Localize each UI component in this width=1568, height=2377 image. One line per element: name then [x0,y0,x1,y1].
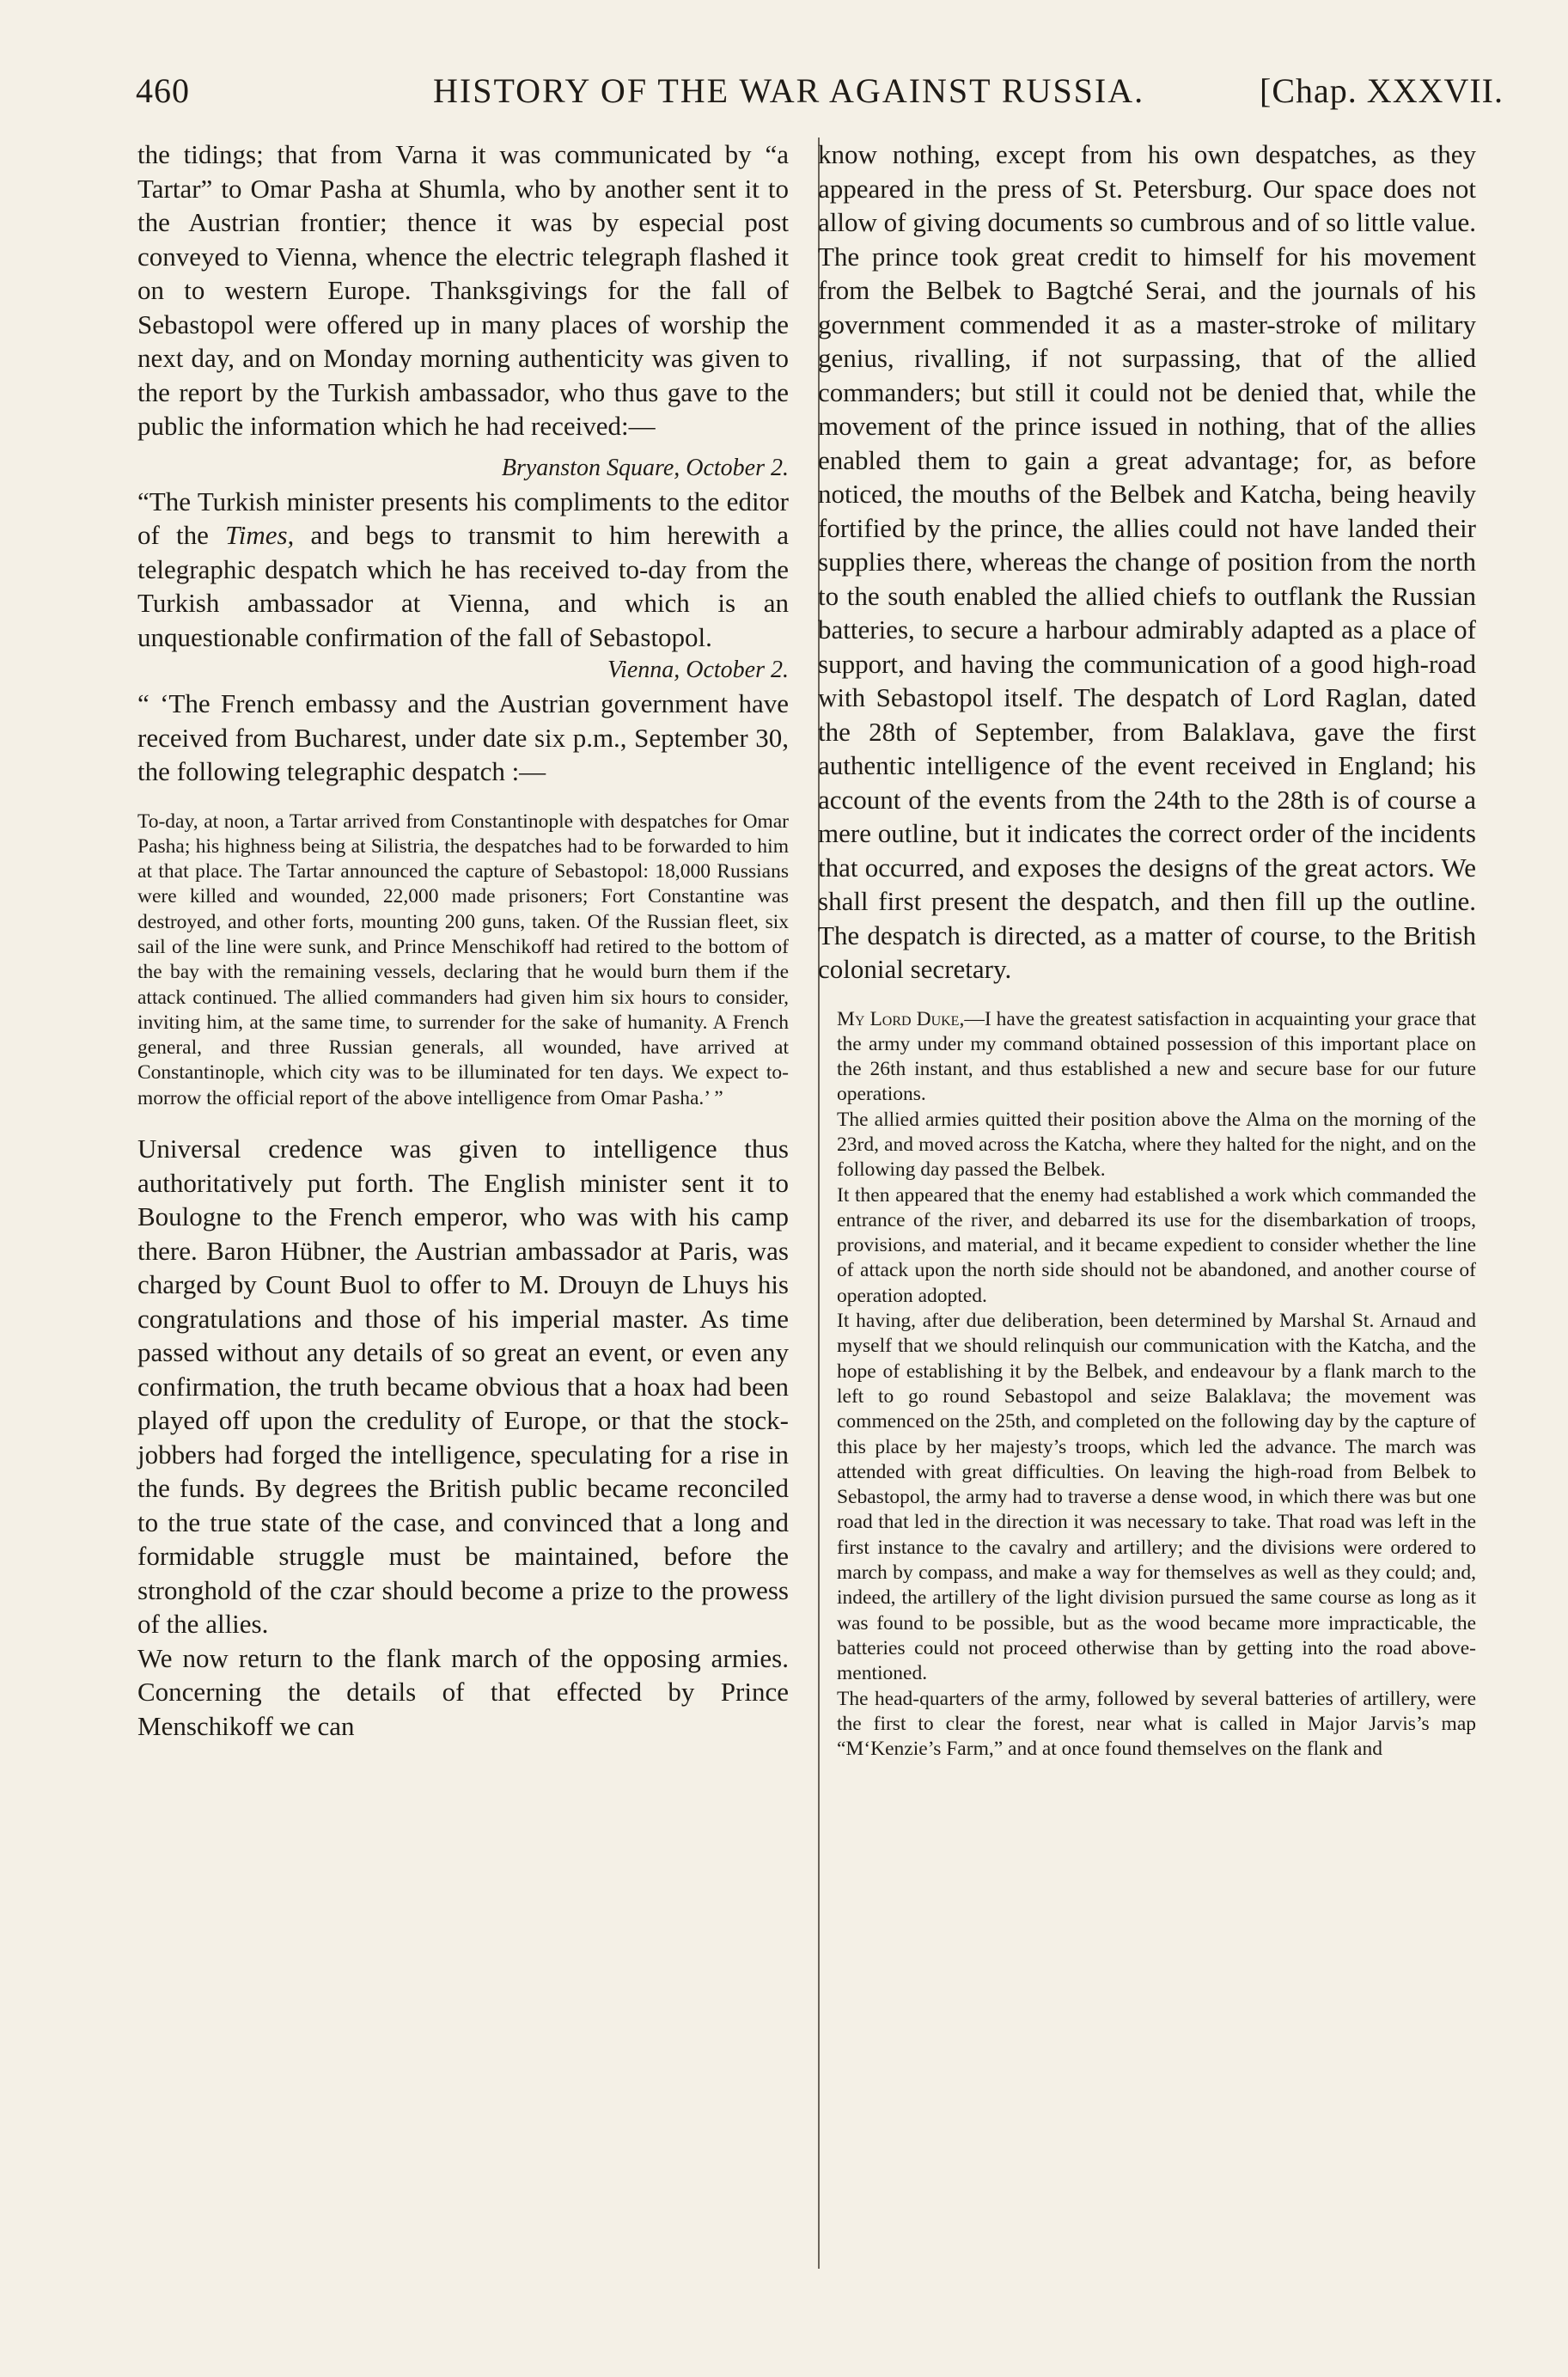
paragraph: know nothing, except from his own despatches, as they appeared in the press of St. Petersburg. Our space does not allow of giving documents so cumbrous and of so little value. The prince took great credit to himself for his movement from the Belbek to Bagtché Serai, and the journals of his government commended it as a master-stroke of military genius, rivalling, if not surpassing, that of the allied commanders; but still it could not be denied that, while the movement of the prince issued in nothing, that of the allies enabled them to gain a great advantage; for, as before noticed, the mouths of the Belbek and Katcha, being heavily fortified by the prince, the allies could not have landed their supplies there, whereas the change of position from the north to the south enabled the allied chiefs to outflank the Russian batteries, to secure a harbour admirably adapted as a place of support, and having the communication of a good high-road with Sebastopol itself. The despatch of Lord Raglan, dated the 28th of September, from Balaklava, gave the first authentic intelligence of the event received in England; his account of the events from the 24th to the 28th is of course a mere outline, but it indicates the correct order of the incidents that occurred, and exposes the designs of the great actors. We shall first present the despatch, and then fill up the outline. The despatch is directed, as a matter of course, to the British colonial secretary. [818,139,1476,984]
salutation: My Lord Duke, [837,1007,965,1030]
paragraph: Universal credence was given to intelligence thus authoritatively put forth. The English minister sent it to Boulogne to the French emperor, who was with his camp there. Baron Hübner, the Austrian ambassador at Paris, was charged by Count Buol to offer to M. Drouyn de Lhuys his congratulations and those of his imperial master. As time passed without any details of so great an event, or even any confirmation, the truth became obvious that a hoax had been played off upon the credulity of Europe, or that the stock-jobbers had forged the intelligence, speculating for a rise in the funds. By degrees the British public became reconciled to the true state of the case, and convinced that a long and formidable struggle must be maintained, before the stronghold of the czar should become a prize to the prowess of the allies. [137,1134,789,1640]
quoted-paragraph: “The Turkish minister presents his compliments to the editor of the Times, and begs to transmit to him herewith a telegraphic despatch which he has received to-day from the Turkish ambassador at Vienna, and which is an unquestionable confirmation of the fall of Sebastopol. [137,486,789,652]
despatch-paragraph: The head-quarters of the army, followed by several batteries of artillery, were the first to clear the forest, near what is called in Major Jarvis’s map “M‘Kenzie’s Farm,” and at once found themselves on the flank and [837,1687,1476,1761]
quoted-paragraph: “ ‘The French embassy and the Austrian government have received from Bucharest, under date six p.m., September 30, the following telegraphic despatch :— [137,688,789,786]
left-column [137,137,789,1743]
dateline: Vienna, October 2. [607,657,789,683]
paragraph: the tidings; that from Varna it was communicated by “a Tartar” to Omar Pasha at Shumla, who by another sent it to the Austrian frontier; thence it was by especial post conveyed to Vienna, whence the electric telegraph flashed it on to western Europe. Thanksgivings for the fall of Sebastopol were offered up in many places of worship the next day, and on Monday morning authenticity was given to the report by the Turkish ambassador, who thus gave to the public the information which he had received:— [137,139,789,441]
running-title: HISTORY OF THE WAR AGAINST RUSSIA. [433,71,1145,110]
despatch-paragraph: My Lord Duke,—I have the greatest satisfaction in acquainting your grace that the army under my command obtained possession of this important place on the 26th instant, and thus established a new and secure base for our future operations. [837,1007,1476,1106]
page-number: 460 [136,71,190,110]
despatch-paragraph: It then appeared that the enemy had established a work which commanded the entrance of the river, and debarred its use for the disembarkation of troops, provisions, and material, and it became expedient to consider whether the line of attack upon the north side should not be abandoned, and another course of operation adopted. [837,1183,1476,1307]
page-header [136,65,1504,117]
despatch-paragraph: The allied armies quitted their position above the Alma on the morning of the 23rd, and moved across the Katcha, where they halted for the night, and on the following day passed the Belbek. [837,1108,1476,1182]
dateline: Bryanston Square, October 2. [501,454,789,481]
chapter-label: [Chap. XXXVII. [1260,71,1504,110]
paragraph: We now return to the flank march of the opposing armies. Concerning the details of that effected by Prince Menschikoff we can [137,1642,789,1741]
right-column [818,137,1476,1762]
despatch-paragraph: It having, after due deliberation, been determined by Marshal St. Arnaud and myself that we should relinquish our communication with the Katcha, and the hope of establishing it by the Belbek, and endeavour by a flank march to the left to go round Sebastopol and seize Balaklava; the movement was commenced on the 25th, and completed on the following day by the capture of this place by her majesty’s troops, which led the advance. The march was attended with great difficulties. On leaving the high-road from Belbek to Sebastopol, the army had to traverse a dense wood, in which there was but one road that led in the direction it was necessary to take. That road was left in the first instance to the cavalry and artillery; and the divisions were ordered to march by compass, and make a way for themselves as well as they could; and, indeed, the artillery of the light division pursued the same course as long as it was found to be possible, but as the wood became more impracticable, the batteries could not proceed otherwise than by getting into the road above-mentioned. [837,1310,1476,1685]
telegraphic-despatch: To-day, at noon, a Tartar arrived from Constantinople with despatches for Omar Pasha; his highness being at Silistria, the despatches had to be forwarded to him at that place. The Tartar announced the capture of Sebastopol: 18,000 Russians were killed and wounded, 22,000 made prisoners; Fort Constantine was destroyed, and other forts, mounting 200 guns, taken. Of the Russian fleet, six sail of the line were sunk, and Prince Menschikoff had retired to the bottom of the bay with the remaining vessels, declaring that he would burn them if the attack continued. The allied commanders had given him six hours to consider, inviting him, at the same time, to surrender for the sake of humanity. A French general, and three Russian generals, all wounded, have arrived at Constantinople, which city was to be illuminated for ten days. We expect to-morrow the official report of the above intelligence from Omar Pasha.’ ” [137,810,789,1109]
